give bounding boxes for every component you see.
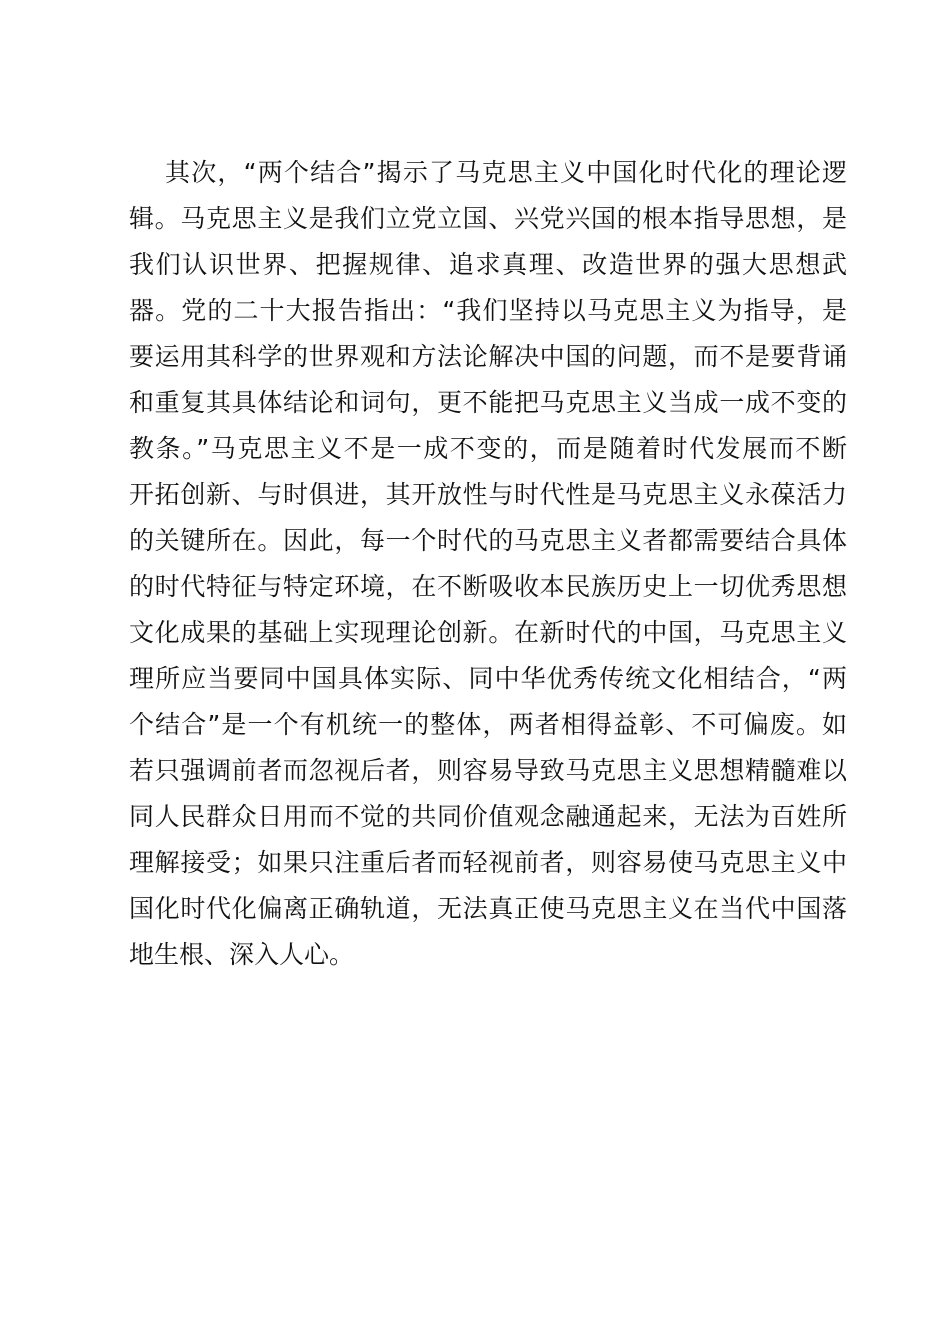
paragraph-line: 地生根、深入人心。 bbox=[129, 940, 355, 969]
paragraph-line: 和重复其具体结论和词句，更不能把马克思主义当成一成不变的 bbox=[129, 388, 847, 417]
paragraph-line: 器。党的二十大报告指出：“我们坚持以马克思主义为指导，是 bbox=[129, 296, 847, 325]
paragraph-line: 辑。马克思主义是我们立党立国、兴党兴国的根本指导思想，是 bbox=[129, 204, 847, 233]
paragraph-line: 的关键所在。因此，每一个时代的马克思主义者都需要结合具体 bbox=[129, 526, 847, 555]
paragraph-line: 理所应当要同中国具体实际、同中华优秀传统文化相结合，“两 bbox=[129, 664, 847, 693]
paragraph-line: 的时代特征与特定环境，在不断吸收本民族历史上一切优秀思想 bbox=[129, 572, 847, 601]
paragraph-line: 若只强调前者而忽视后者，则容易导致马克思主义思想精髓难以 bbox=[129, 756, 847, 785]
paragraph-line: 其次，“两个结合”揭示了马克思主义中国化时代化的理论逻 bbox=[165, 158, 847, 187]
paragraph-line: 文化成果的基础上实现理论创新。在新时代的中国，马克思主义 bbox=[129, 618, 847, 647]
paragraph-line: 要运用其科学的世界观和方法论解决中国的问题，而不是要背诵 bbox=[129, 342, 847, 371]
paragraph-line: 国化时代化偏离正确轨道，无法真正使马克思主义在当代中国落 bbox=[129, 894, 847, 923]
paragraph-line: 开拓创新、与时俱进，其开放性与时代性是马克思主义永葆活力 bbox=[129, 480, 847, 509]
paragraph-line: 我们认识世界、把握规律、追求真理、改造世界的强大思想武 bbox=[129, 250, 847, 279]
paragraph-line: 理解接受；如果只注重后者而轻视前者，则容易使马克思主义中 bbox=[129, 848, 847, 877]
paragraph-line: 教条。”马克思主义不是一成不变的，而是随着时代发展而不断 bbox=[129, 434, 847, 463]
paragraph-line: 个结合”是一个有机统一的整体，两者相得益彰、不可偏废。如 bbox=[129, 710, 847, 739]
body-paragraph bbox=[129, 150, 847, 978]
paragraph-line: 同人民群众日用而不觉的共同价值观念融通起来，无法为百姓所 bbox=[129, 802, 847, 831]
